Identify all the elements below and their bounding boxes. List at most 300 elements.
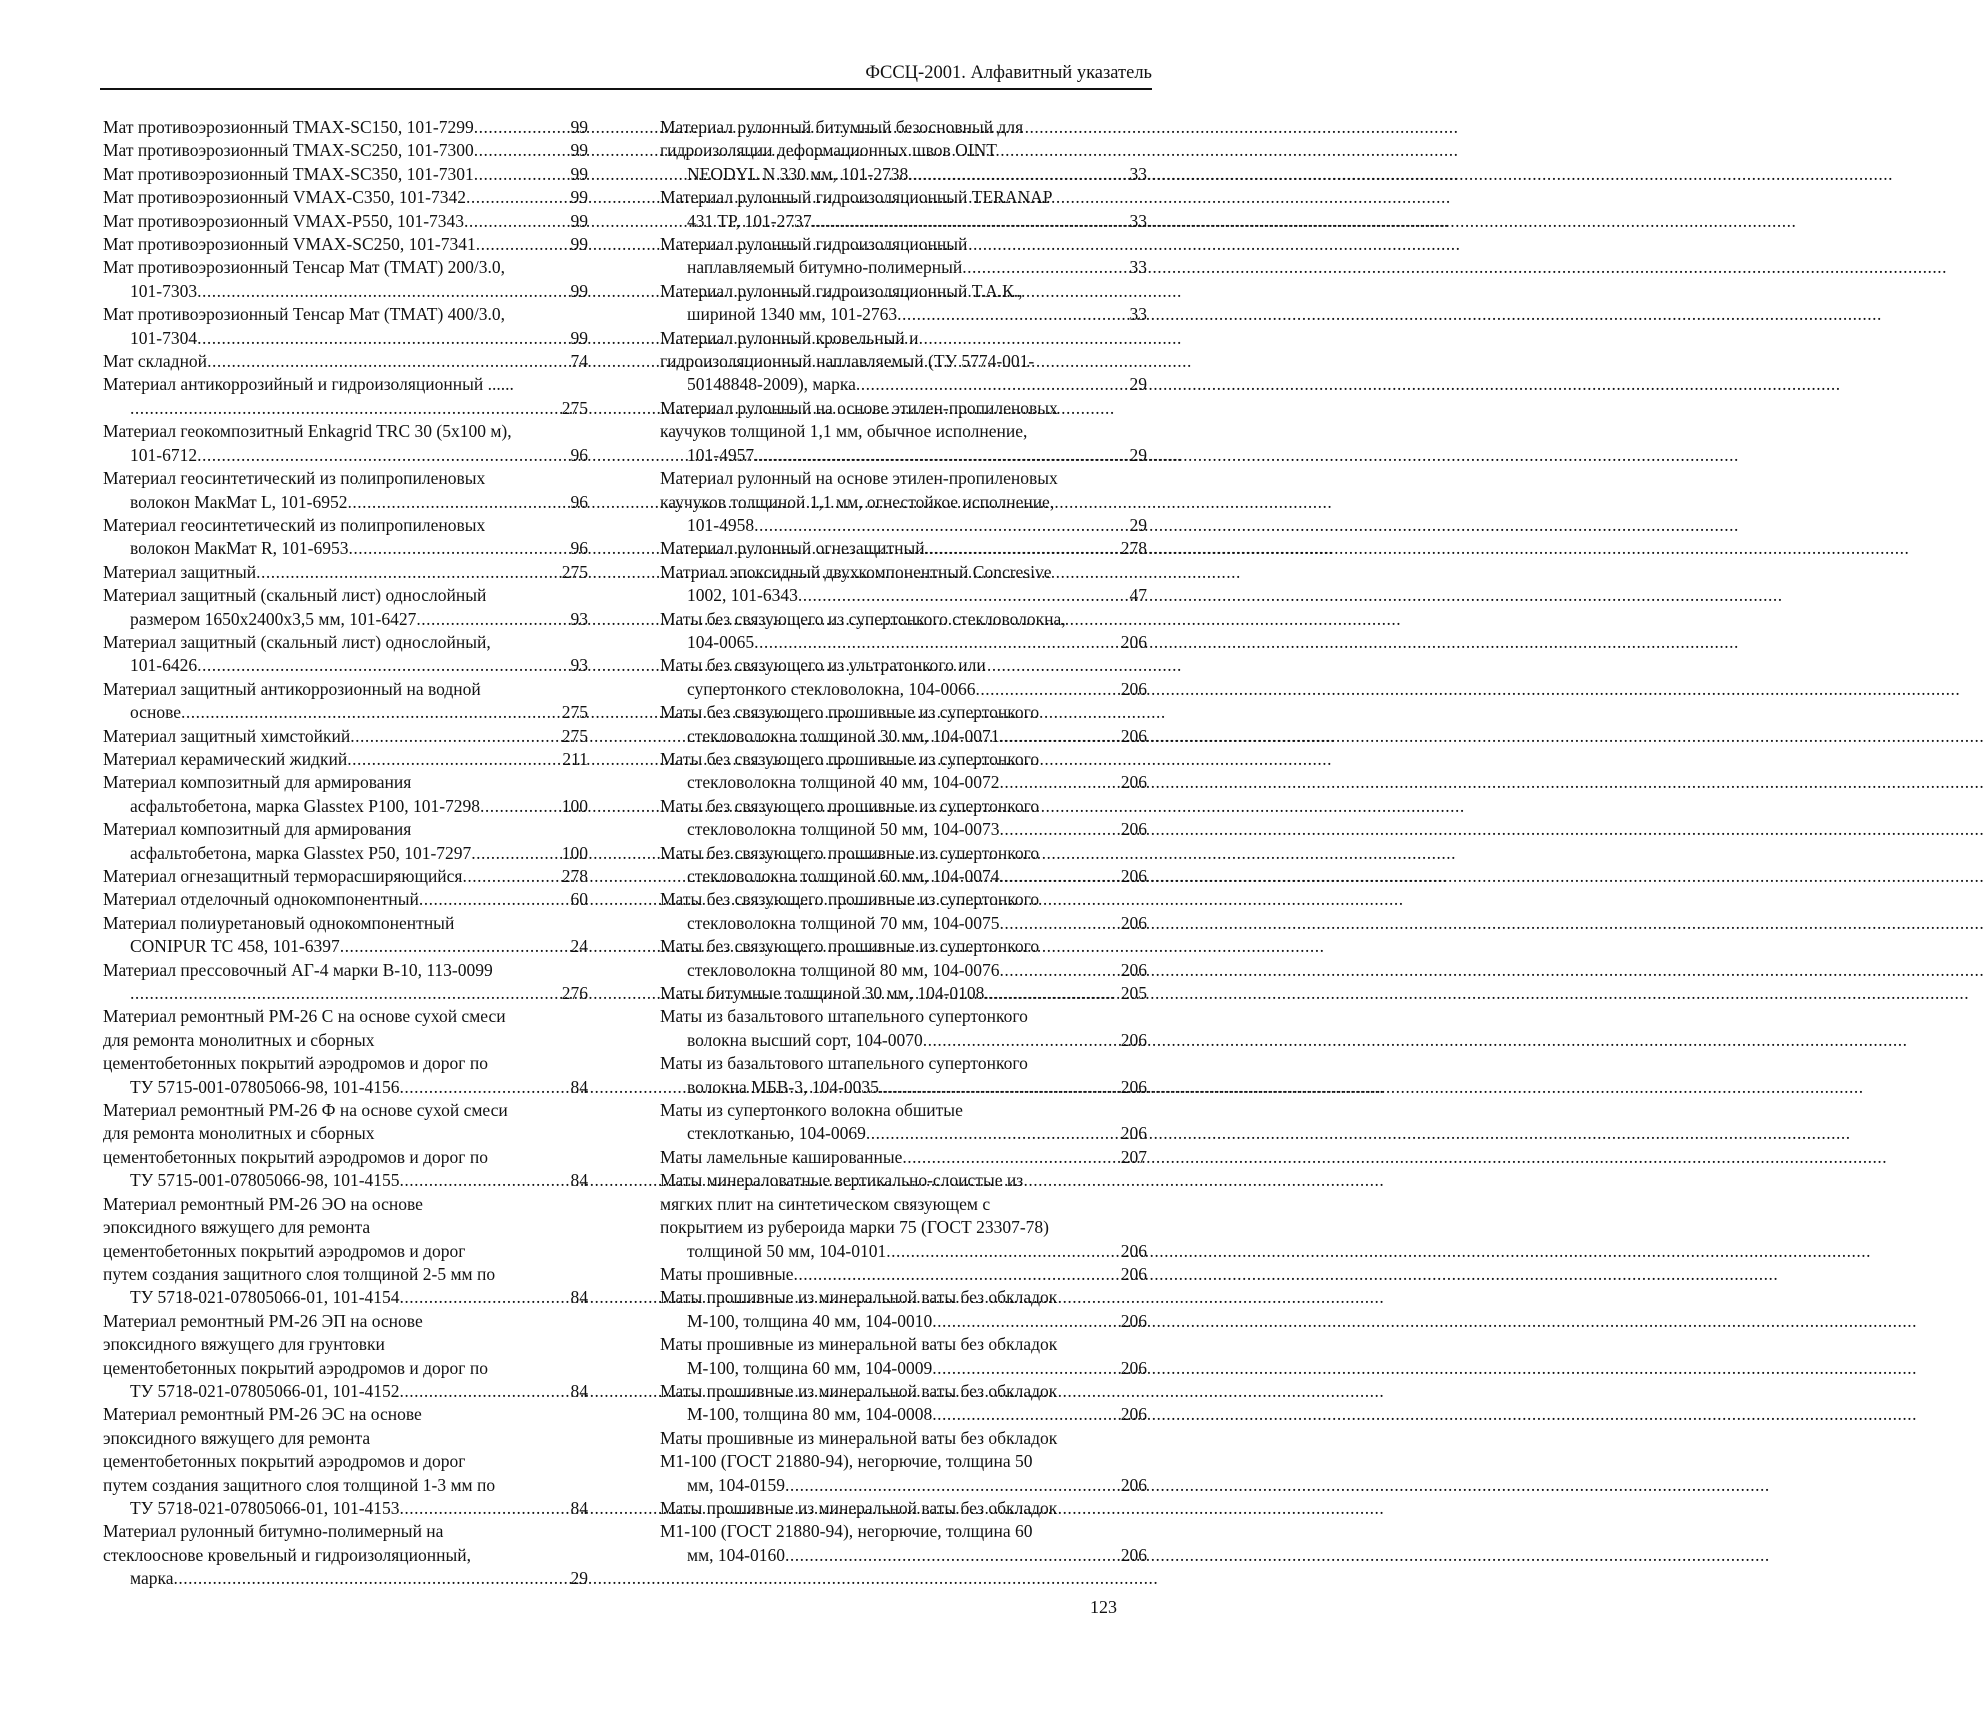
index-page-ref: 211 [562,748,588,769]
index-entry-tail [660,1029,1147,1052]
index-entry-tail [660,1263,1147,1286]
index-entry-text: волокон МакМат L, 101-6952 [130,491,348,512]
index-entry-tail [103,1076,588,1099]
index-entry-text: стеклотканью, 104-0069 [687,1123,866,1144]
index-entry [660,116,1147,186]
index-entry [660,186,1147,233]
index-page-ref: 29 [1129,514,1147,535]
index-entry-line: каучуков толщиной 1,1 мм, обычное исполнение, [660,421,1028,442]
dot-leader [474,163,571,186]
index-page-ref: 99 [570,140,588,161]
dot-leader [197,654,570,677]
index-page-ref: 206 [1120,772,1147,793]
index-entry [660,1099,1147,1146]
dot-leader [902,1146,1120,1169]
index-page-ref: 99 [570,234,588,255]
index-entry-line: Материал ремонтный РМ-26 Ф на основе сухой смеси [103,1100,508,1121]
index-entry-line: Маты минераловатные вертикально-слоистые из [660,1170,1024,1191]
index-page-ref: 275 [561,725,588,746]
dot-leader [785,1474,1121,1497]
dot-leader [754,631,1121,654]
index-entry-line: Материал рулонный битумный безосновный для [660,117,1024,137]
dot-leader [785,1544,1121,1567]
index-page-ref: 206 [1120,1544,1147,1565]
index-entry-line: Маты прошивные из минеральной ваты без обкладок [660,1427,1058,1448]
index-page-ref: 84 [570,1380,588,1401]
index-entry [103,771,588,818]
index-entry-text: 1002, 101-6343 [687,585,798,606]
index-entry [103,210,588,233]
dot-leader [962,256,1129,279]
index-entry-text: М-100, толщина 80 мм, 104-0008 [687,1404,933,1425]
index-entry-text: Мат противоэрозионный VMAX-C350, 101-7342 [103,187,466,208]
index-entry-line: Материал геосинтетический из полипропиленовых [103,514,486,535]
header-title: ФССЦ-2001. Алфавитный указатель [865,63,1152,83]
dot-leader [1000,771,1121,794]
index-entry-tail [660,584,1147,607]
index-entry-tail [660,912,1147,935]
index-entry-tail [103,888,588,911]
index-entry-text: мм, 104-0160 [687,1544,785,1565]
index-entry-tail [660,1310,1147,1333]
index-page-ref: 74 [570,351,588,372]
index-entry-line: Маты прошивные из минеральной ваты без обкладок [660,1497,1058,1518]
index-page-ref: 100 [561,795,588,816]
index-entry-text: Мат противоэрозионный TMAX-SC250, 101-7300 [103,140,474,161]
index-page-ref: 275 [561,561,588,582]
index-entry-text: толщиной 50 мм, 104-0101 [687,1240,887,1261]
dot-leader [908,163,1129,186]
index-entry-line: Материал рулонный на основе этилен-пропиленовых [660,468,1058,489]
dot-leader [207,350,570,373]
index-page-ref: 96 [570,444,588,465]
index-page-ref: 29 [570,1568,588,1589]
index-entry-line: для ремонта монолитных и сборных [103,1123,375,1144]
dot-leader [856,373,1130,396]
index-entry-text: NEODYL N 330 мм, 101-2738 [687,163,909,184]
index-page-ref: 206 [1120,1029,1147,1050]
dot-leader [197,280,570,303]
index-entry [660,537,1147,560]
index-entry-tail [660,818,1147,841]
index-column-right [660,116,1147,1567]
index-entry-tail [660,256,1147,279]
index-entry-text: стекловолокна толщиной 50 мм, 104-0073 [687,819,1000,840]
index-entry-line: Материал композитный для армирования [103,772,412,793]
index-page-ref: 99 [570,187,588,208]
dot-leader [794,1263,1121,1286]
index-entry-text: Материал отделочный однокомпонентный [103,889,419,910]
index-entry-line: Материал ремонтный РМ-26 С на основе сухой смеси [103,1006,506,1027]
dot-leader [754,514,1129,537]
dot-leader [130,982,562,1005]
index-entry-tail [103,842,588,865]
index-entry-tail [660,678,1147,701]
index-page-ref: 206 [1120,1263,1147,1284]
index-entry-line: цементобетонных покрытий аэродромов и дорог [103,1451,466,1472]
dot-leader [480,795,562,818]
dot-leader [886,1240,1121,1263]
index-entry-tail [103,982,588,1005]
index-entry-line: Материал рулонный гидроизоляционный Т.А.К., [660,280,1023,301]
index-page-ref: 206 [1120,1404,1147,1425]
dot-leader [1000,959,1121,982]
index-page-ref: 33 [1129,210,1147,231]
index-page-ref: 84 [570,1497,588,1518]
index-entry-line: эпоксидного вяжущего для ремонта [103,1427,371,1448]
index-entry [660,935,1147,982]
index-entry-line: Маты прошивные из минеральной ваты без обкладок [660,1334,1058,1355]
dot-leader [471,842,561,865]
index-entry-tail [103,139,588,162]
index-page-ref: 206 [1120,1240,1147,1261]
dot-leader [925,537,1121,560]
index-entry-line: цементобетонных покрытий аэродромов и дорог по [103,1053,488,1074]
index-entry-tail [660,210,1147,233]
index-entry-line: стеклоосновe кровельный и гидроизоляционный, [103,1544,472,1565]
index-page-ref: 99 [570,163,588,184]
index-entry-line: Матриал эпоксидный двухкомпонентный Concresive [660,561,1052,582]
index-entry [103,303,588,350]
index-entry-text: волокна МБВ-3, 104-0035 [687,1076,879,1097]
index-entry [103,1005,588,1099]
index-entry [660,608,1147,655]
index-entry-text: 50148848-2009), марка [687,374,856,395]
index-entry [103,420,588,467]
index-page-ref: 33 [1129,304,1147,325]
dot-leader [798,584,1130,607]
index-entry-text: Мат противоэрозионный TMAX-SC150, 101-7299 [103,117,474,137]
index-page-ref: 206 [1120,1076,1147,1097]
index-entry-text: стекловолокна толщиной 70 мм, 104-0075 [687,912,1000,933]
dot-leader [466,186,571,209]
index-entry [103,186,588,209]
index-entry-line: Материал полиуретановый однокомпонентный [103,912,455,933]
index-entry-tail [660,771,1147,794]
dot-leader [474,139,571,162]
index-entry [103,116,588,139]
index-entry-tail [660,373,1147,396]
index-entry-tail [660,1122,1147,1145]
index-entry-tail [103,116,588,139]
index-entry [103,959,588,1006]
index-entry-line: Мат противоэрозионный Тенсар Мат (ТМАТ) 200/3.0, [103,257,506,278]
dot-leader [897,303,1129,326]
dot-leader [866,1122,1121,1145]
index-page-ref: 278 [1120,538,1147,559]
index-entry-tail [103,233,588,256]
index-page-ref: 93 [570,655,588,676]
index-entry-tail [103,163,588,186]
dot-leader [400,1497,571,1520]
index-page-ref: 100 [561,842,588,863]
index-entry-tail [103,725,588,748]
index-page-ref: 206 [1120,1474,1147,1495]
index-entry-tail [103,444,588,467]
index-entry-tail [660,1403,1147,1426]
index-entry-text: Материал защитный [103,561,257,582]
index-entry-tail [660,1240,1147,1263]
index-entry-line: Маты без связующего прошивные из супертонкого [660,795,1040,816]
dot-leader [975,678,1120,701]
index-entry-text: Мат противоэрозионный VMAX-SC250, 101-7341 [103,234,476,255]
index-entry-tail [103,748,588,771]
index-page-ref: 206 [1120,1310,1147,1331]
index-entry-line: Материал рулонный битумно-полимерный на [103,1521,444,1542]
index-entry-text: 101-7304 [130,327,198,348]
index-entry-line: Маты без связующего прошивные из супертонкого [660,936,1040,957]
index-entry-tail [103,654,588,677]
index-entry-text: стекловолокна толщиной 40 мм, 104-0072 [687,772,1000,793]
index-entry-line: гидроизоляционный наплавляемый (ТУ 5774-001- [660,351,1035,372]
index-page-ref: 33 [1129,163,1147,184]
index-entry-tail [660,631,1147,654]
index-page-ref: 47 [1129,585,1147,606]
index-entry [103,163,588,186]
index-entry-line: покрытием из рубероида марки 75 (ГОСТ 23307-78) [660,1217,1049,1238]
index-entry-line: Материал защитный (скальный лист) однослойный, [103,631,491,652]
index-entry [103,1520,588,1590]
index-page-ref: 84 [570,1170,588,1191]
index-entry-line: Мат противоэрозионный Тенсар Мат (ТМАТ) 400/3.0, [103,304,506,325]
index-entry-tail [660,1544,1147,1567]
index-entry-tail [103,701,588,724]
dot-leader [932,1403,1120,1426]
index-entry [103,233,588,256]
index-entry-text: стекловолокна толщиной 60 мм, 104-0074 [687,866,1000,886]
dot-leader [400,1286,571,1309]
index-entry [103,256,588,303]
dot-leader [348,491,571,514]
index-entry-text: Маты битумные толщиной 30 мм, 104-0108 [660,983,985,1004]
index-entry-line: цементобетонных покрытий аэродромов и дорог [103,1240,466,1261]
index-entry [660,982,1147,1005]
index-page-ref: 29 [1129,444,1147,465]
index-entry-text: 101-6712 [130,444,198,465]
dot-leader [1000,865,1121,888]
index-page-ref: 99 [570,280,588,301]
index-page-ref: 206 [1120,866,1147,886]
dot-leader [754,444,1129,467]
index-entry-text: ТУ 5718-021-07805066-01, 101-4154 [130,1287,400,1308]
dot-leader [173,1567,570,1590]
index-entry-tail [660,537,1147,560]
index-entry-text: Материал огнезащитный терморасширяющийся [103,866,463,886]
index-entry [103,1099,588,1193]
index-entry-line: цементобетонных покрытий аэродромов и дорог по [103,1146,488,1167]
index-entry-line: Материал ремонтный РМ-26 ЭО на основе [103,1193,423,1214]
index-entry [660,1052,1147,1099]
index-entry-line: Материал рулонный гидроизоляционный TERANAP [660,187,1053,208]
index-entry-tail [660,725,1147,748]
index-entry-line: Материал геокомпозитный Enkagrid TRC 30 (5x100 м), [103,421,512,442]
index-entry [660,654,1147,701]
index-entry-line: для ремонта монолитных и сборных [103,1029,375,1050]
index-page-ref: 276 [561,983,588,1004]
index-page-ref: 206 [1120,959,1147,980]
index-entry-tail [660,982,1147,1005]
index-entry-tail [103,1497,588,1520]
index-entry [660,280,1147,327]
index-entry-text: 101-7303 [130,280,198,301]
index-entry-text: волокон МакМат R, 101-6953 [130,538,349,559]
index-entry-line: Маты без связующего прошивные из супертонкого [660,889,1040,910]
index-entry [103,748,588,771]
index-entry-tail [660,1146,1147,1169]
index-entry-tail [103,186,588,209]
index-entry-text: Маты прошивные [660,1263,794,1284]
index-entry-tail [103,795,588,818]
index-entry-text: наплавляемый битумно-полимерный [687,257,963,278]
index-column-left [103,116,588,1591]
index-entry [660,748,1147,795]
index-entry [660,888,1147,935]
index-entry-line: Материал антикоррозийный и гидроизоляционный ...... [103,374,514,395]
index-entry [103,139,588,162]
index-entry [103,631,588,678]
index-entry-tail [660,303,1147,326]
dot-leader [419,888,571,911]
index-entry-line: Материал защитный антикоррозионный на водной [103,678,481,699]
index-entry-line: каучуков толщиной 1,1 мм, огнестойкое исполнение, [660,491,1055,512]
index-entry-tail [103,397,588,420]
index-page-ref: 84 [570,1076,588,1097]
dot-leader [879,1076,1121,1099]
index-entry [660,1263,1147,1286]
index-entry [103,678,588,725]
index-entry [103,561,588,584]
index-page-ref: 206 [1120,912,1147,933]
index-entry [103,865,588,888]
index-entry-text: 101-4957 [687,444,755,465]
index-entry-line: Маты без связующего прошивные из супертонкого [660,702,1040,723]
index-entry-text: ТУ 5718-021-07805066-01, 101-4153 [130,1497,400,1518]
index-entry-tail [103,491,588,514]
page-number: 123 [1090,1597,1117,1617]
dot-leader [464,210,570,233]
index-entry [660,1286,1147,1333]
index-entry-line: путем создания защитного слоя толщиной 1-3 мм по [103,1474,496,1495]
index-page-ref: 99 [570,327,588,348]
index-entry-line: Материал рулонный на основе этилен-пропиленовых [660,397,1058,418]
dot-leader [400,1380,571,1403]
index-entry-text: асфальтобетона, марка Glasstex P100, 101-7298 [130,795,481,816]
index-entry [103,818,588,865]
index-entry [103,373,588,420]
index-entry-text: 431 TP, 101-2737 [687,210,812,231]
index-entry-text: шириной 1340 мм, 101-2763 [687,304,898,325]
index-entry [660,233,1147,280]
index-entry [660,1497,1147,1567]
index-entry-tail [103,210,588,233]
index-entry-tail [103,935,588,958]
index-entry-line: Маты без связующего прошивные из супертонкого [660,748,1040,769]
index-entry-text: марка [130,1568,174,1589]
dot-leader [348,537,570,560]
index-entry-tail [660,1474,1147,1497]
index-page-ref: 96 [570,491,588,512]
index-entry-tail [103,537,588,560]
index-entry-line: Материал ремонтный РМ-26 ЭС на основе [103,1404,422,1425]
index-entry [660,701,1147,748]
index-entry-line: цементобетонных покрытий аэродромов и дорог по [103,1357,488,1378]
index-entry [660,1380,1147,1427]
index-entry-line: гидроизоляции деформационных швов OINT [660,140,997,161]
dot-leader [197,327,570,350]
index-entry [660,1333,1147,1380]
dot-leader [932,1357,1120,1380]
dot-leader [350,725,562,748]
index-entry [660,467,1147,537]
index-entry-text: 101-6426 [130,655,198,676]
dot-leader [340,935,571,958]
index-entry-text: Материал керамический жидкий [103,748,348,769]
dot-leader [1000,912,1121,935]
index-entry-line: Материал рулонный гидроизоляционный [660,234,968,255]
index-page-ref: 206 [1120,819,1147,840]
index-entry-text: Мат противоэрозионный TMAX-SC350, 101-7301 [103,163,474,184]
index-entry-text: ТУ 5715-001-07805066-98, 101-4155 [130,1170,400,1191]
index-page-ref: 99 [570,210,588,231]
index-entry-text: 104-0065 [687,631,755,652]
index-entry-tail [660,959,1147,982]
index-page-ref: 93 [570,608,588,629]
index-entry-text: Мат складной [103,351,208,372]
index-entry-tail [103,327,588,350]
index-entry-tail [660,514,1147,537]
dot-leader [812,210,1130,233]
index-entry-text: стекловолокна толщиной 30 мм, 104-0071 [687,725,1000,746]
index-entry [660,327,1147,397]
index-entry-text: мм, 104-0159 [687,1474,785,1495]
index-entry-tail [103,1169,588,1192]
index-page-ref: 206 [1120,1357,1147,1378]
index-entry-text: CONIPUR TC 458, 101-6397 [130,936,340,957]
dot-leader [1000,725,1121,748]
dot-leader [923,1029,1121,1052]
index-entry-text: ТУ 5718-021-07805066-01, 101-4152 [130,1380,400,1401]
dot-leader [474,116,571,139]
index-entry-tail [660,444,1147,467]
index-entry-text: ТУ 5715-001-07805066-98, 101-4156 [130,1076,400,1097]
index-entry-tail [660,1357,1147,1380]
index-entry [103,584,588,631]
index-entry-line: Маты без связующего из ультратонкого или [660,655,986,676]
dot-leader [197,444,570,467]
index-entry-tail [103,350,588,373]
index-page-ref: 205 [1120,983,1147,1004]
index-page-ref: 33 [1129,257,1147,278]
index-page-ref: 60 [570,889,588,910]
index-page-ref: 275 [561,397,588,418]
index-page-ref: 206 [1120,678,1147,699]
index-page-ref: 207 [1120,1146,1147,1167]
dot-leader [130,397,562,420]
index-entry-text: Материал рулонный огнезащитный [660,538,925,559]
index-page-ref: 96 [570,538,588,559]
index-entry-text: размером 1650x2400x3,5 мм, 101-6427 [130,608,417,629]
index-entry-text: Материал защитный химстойкий [103,725,351,746]
index-entry [660,1005,1147,1052]
index-entry [660,1169,1147,1263]
index-page-ref: 84 [570,1287,588,1308]
index-entry-line: Маты из базальтового штапельного супертонкого [660,1053,1028,1074]
dot-leader [1000,818,1121,841]
index-entry-line: Маты из базальтового штапельного супертонкого [660,1006,1028,1027]
dot-leader [416,608,570,631]
index-page-ref: 275 [561,702,588,723]
index-entry [660,1146,1147,1169]
